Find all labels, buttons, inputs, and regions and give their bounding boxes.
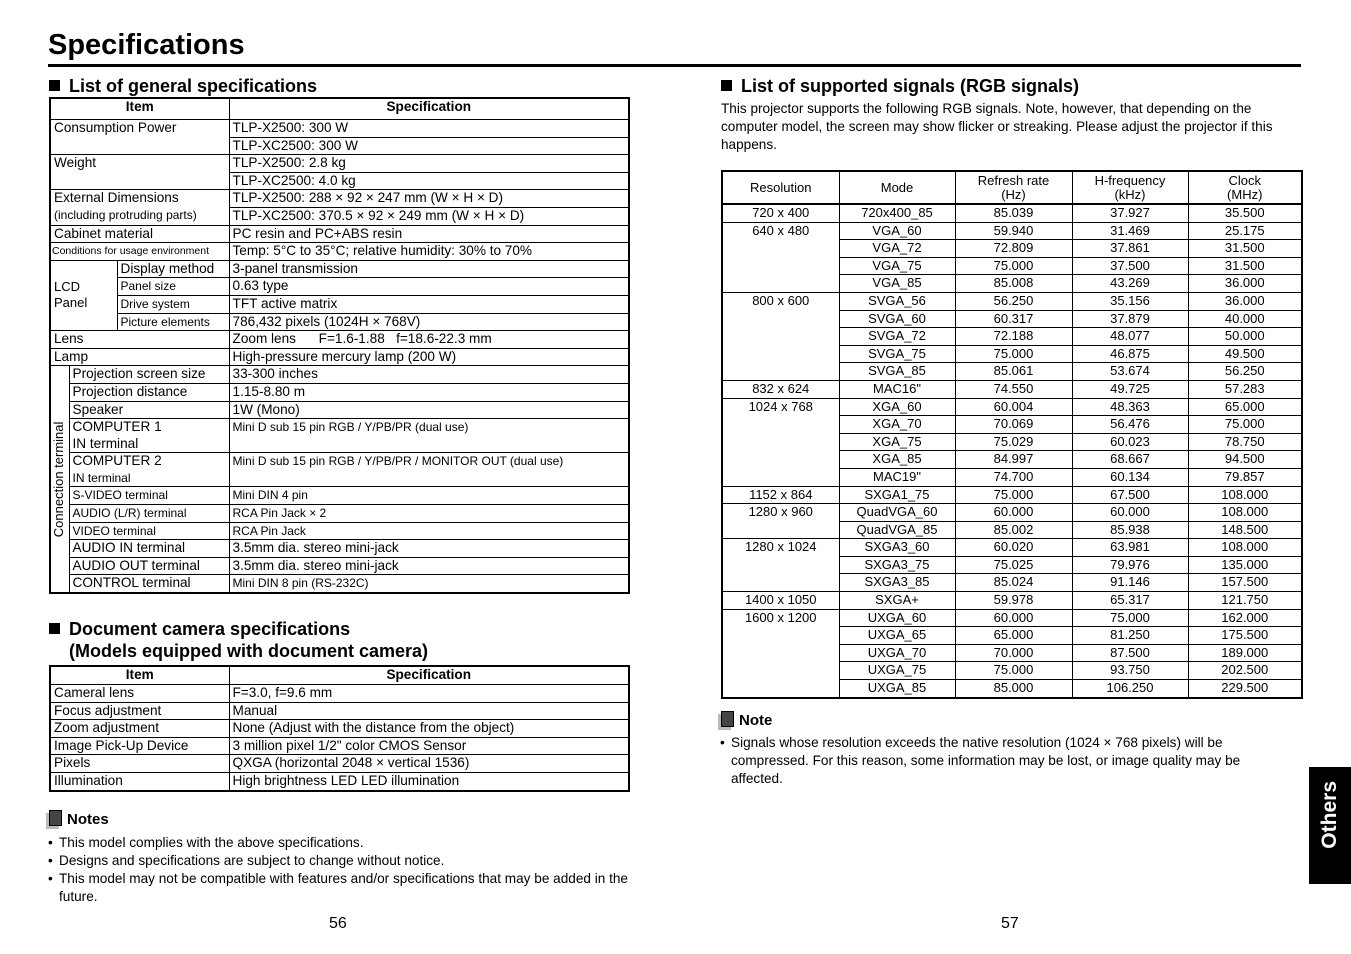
table-row: QuadVGA_85 85.002 85.938 148.500 <box>722 521 1302 539</box>
col-resolution-header: Resolution <box>722 171 839 204</box>
page-number-left: 56 <box>329 915 347 932</box>
col-clock-header: Clock (MHz) <box>1188 171 1302 204</box>
table-row: SXGA3_85 85.024 91.146 157.500 <box>722 574 1302 592</box>
page-number-right: 57 <box>1001 915 1019 932</box>
general-spec-heading: List of general specifications <box>49 75 317 97</box>
table-row: SVGA_75 75.000 46.875 49.500 <box>722 345 1302 363</box>
page-title: Specifications <box>48 29 245 61</box>
table-row: Focus adjustment Manual <box>50 702 629 720</box>
table-row: External Dimensions (including protruding parts) TLP-X2500: 288 × 92 × 247 mm (W × H × D) <box>50 190 629 208</box>
col-hfreq-header: H-frequency (kHz) <box>1072 171 1188 204</box>
table-row: 1600 x 1200 UXGA_60 60.000 75.000 162.000 <box>722 609 1302 627</box>
resolution-cell: 1600 x 1200 <box>722 609 839 697</box>
table-row: MAC19" 74.700 60.134 79.857 <box>722 468 1302 486</box>
note-icon <box>721 711 734 727</box>
connection-terminal-label: Connection terminal <box>50 366 69 593</box>
square-bullet-icon <box>49 623 60 634</box>
resolution-cell: 800 x 600 <box>722 292 839 380</box>
square-bullet-icon <box>721 80 732 91</box>
col-refresh-header: Refresh rate (Hz) <box>955 171 1072 204</box>
table-row: Zoom adjustment None (Adjust with the distance from the object) <box>50 720 629 738</box>
resolution-cell: 1280 x 1024 <box>722 539 839 592</box>
resolution-cell: 1280 x 960 <box>722 504 839 539</box>
signals-table <box>721 170 1303 699</box>
table-row: 640 x 480 VGA_60 59.940 31.469 25.175 <box>722 222 1302 240</box>
notes-heading: Notes <box>49 810 109 828</box>
table-row: 832 x 624 MAC16" 74.550 49.725 57.283 <box>722 380 1302 398</box>
table-row: VGA_72 72.809 37.861 31.500 <box>722 240 1302 258</box>
table-row: Illumination High brightness LED LED illumination <box>50 772 629 790</box>
table-row: XGA_75 75.029 60.023 78.750 <box>722 433 1302 451</box>
table-row: Lens Zoom lens F=1.6-1.88 f=18.6-22.3 mm <box>50 331 629 349</box>
table-row: UXGA_75 75.000 93.750 202.500 <box>722 662 1302 680</box>
table-row: SXGA3_75 75.025 79.976 135.000 <box>722 556 1302 574</box>
general-spec-table: Item Specification Consumption Power TLP-X2500: 300 W TLP-XC2500: 300 W Weight TLP-X2500: 2.8 kg TLP-XC2500: 4.0 kg External Dimensions (including protruding parts) TLP-X2500: 288 × 92 × 247 mm (W × H × D) TLP-XC2500: 370.5 × 92 × 249 mm (W × H × D) Cabinet material PC resin and PC+ABS resin Conditions for usage environment Temp: 5°C to 35°C; relative humidity: 30% to 70% LCD Panel Display method 3-panel transmission Panel size 0.63 type Drive system TFT active matrix Picture elements 786,432 pixels (1024H × 768V) Lens Zoom lens F=1.6-1.88 f=18.6-22.3 mm Lamp High-pressure mercury lamp (200 W) Connection terminal Projection screen size 33-300 inches Projection distance 1.15-8.80 m Speaker 1W (Mono) COMPUTER 1 IN terminal Mini D sub 15 pin RGB / Y/PB/PR (dual use) COMPUTER 2 IN terminal Mini D sub 15 pin RGB / Y/PB/PR / MONITOR OUT (dual use) S-VIDEO terminal Mini DIN 4 pin AUDIO (L/R) terminal RCA Pin Jack × 2 VIDEO terminal RCA Pin Jack AUDIO IN terminal 3.5mm dia. stereo mini-jack AUDIO OUT terminal 3.5mm dia. stereo mini-jack CONTROL terminal Mini DIN 8 pin (RS-232C) <box>49 97 630 594</box>
col-item-header: Item <box>50 666 229 685</box>
table-row: Cameral lens F=3.0, f=9.6 mm <box>50 685 629 703</box>
table-row: 1152 x 864 SXGA1_75 75.000 67.500 108.000 <box>722 486 1302 504</box>
table-row: Image Pick-Up Device 3 million pixel 1/2" color CMOS Sensor <box>50 737 629 755</box>
table-row: Lamp High-pressure mercury lamp (200 W) <box>50 348 629 366</box>
resolution-cell: 720 x 400 <box>722 204 839 222</box>
square-bullet-icon <box>49 80 60 91</box>
col-mode-header: Mode <box>839 171 955 204</box>
table-row: VGA_85 85.008 43.269 36.000 <box>722 275 1302 293</box>
resolution-cell: 1400 x 1050 <box>722 592 839 610</box>
col-item-header: Item <box>50 98 229 120</box>
table-row: 1024 x 768 XGA_60 60.004 48.363 65.000 <box>722 398 1302 416</box>
list-item: • This model complies with the above specifications. <box>48 834 633 852</box>
table-row: Weight TLP-X2500: 2.8 kg <box>50 155 629 173</box>
note-heading: Note <box>721 711 772 729</box>
col-spec-header: Specification <box>229 666 629 685</box>
table-row: SVGA_85 85.061 53.674 56.250 <box>722 363 1302 381</box>
table-row: SVGA_72 72.188 48.077 50.000 <box>722 328 1302 346</box>
table-row: VGA_75 75.000 37.500 31.500 <box>722 257 1302 275</box>
doccam-spec-table <box>49 665 630 792</box>
signals-heading: List of supported signals (RGB signals) <box>721 75 1079 97</box>
table-row: UXGA_85 85.000 106.250 229.500 <box>722 680 1302 698</box>
resolution-cell: 832 x 624 <box>722 380 839 398</box>
table-row: Consumption Power TLP-X2500: 300 W <box>50 120 629 138</box>
table-row: XGA_70 70.069 56.476 75.000 <box>722 416 1302 434</box>
resolution-cell: 1152 x 864 <box>722 486 839 504</box>
note-list <box>720 734 1285 788</box>
table-row: UXGA_70 70.000 87.500 189.000 <box>722 644 1302 662</box>
table-row: XGA_85 84.997 68.667 94.500 <box>722 451 1302 469</box>
list-item: • Designs and specifications are subject to change without notice. <box>48 852 633 870</box>
table-row: 1280 x 960 QuadVGA_60 60.000 60.000 108.000 <box>722 504 1302 522</box>
notes-list <box>48 834 633 906</box>
table-row: LCD Panel Display method 3-panel transmission <box>50 260 629 278</box>
table-row: 720 x 400 720x400_85 85.039 37.927 35.500 <box>722 204 1302 222</box>
doccam-heading: Document camera specifications (Models equipped with document camera) <box>49 618 428 662</box>
table-row: Connection terminal Projection screen size 33-300 inches <box>50 366 629 384</box>
others-section-tab[interactable]: Others <box>1309 767 1351 884</box>
resolution-cell: 1024 x 768 <box>722 398 839 486</box>
col-spec-header: Specification <box>229 98 629 120</box>
table-row: UXGA_65 65.000 81.250 175.500 <box>722 627 1302 645</box>
list-item: • Signals whose resolution exceeds the native resolution (1024 × 768 pixels) will be compressed. For this reason, some information may be lost, or image quality may be affected. <box>720 734 1285 788</box>
title-rule <box>48 64 1301 67</box>
note-icon <box>49 810 62 826</box>
table-row: 800 x 600 SVGA_56 56.250 35.156 36.000 <box>722 292 1302 310</box>
table-row: SVGA_60 60.317 37.879 40.000 <box>722 310 1302 328</box>
list-item: • This model may not be compatible with features and/or specifications that may be added in the future. <box>48 870 633 906</box>
table-row: 1280 x 1024 SXGA3_60 60.020 63.981 108.000 <box>722 539 1302 557</box>
resolution-cell: 640 x 480 <box>722 222 839 292</box>
signals-intro: This projector supports the following RGB signals. Note, however, that depending on the computer model, the screen may show flicker or streaking. Please adjust the projector if this happens. <box>721 101 1273 152</box>
table-row: Pixels QXGA (horizontal 2048 × vertical 1536) <box>50 755 629 773</box>
table-row: Cabinet material PC resin and PC+ABS resin <box>50 225 629 243</box>
table-row: Conditions for usage environment Temp: 5°C to 35°C; relative humidity: 30% to 70% <box>50 243 629 261</box>
table-row: 1400 x 1050 SXGA+ 59.978 65.317 121.750 <box>722 592 1302 610</box>
